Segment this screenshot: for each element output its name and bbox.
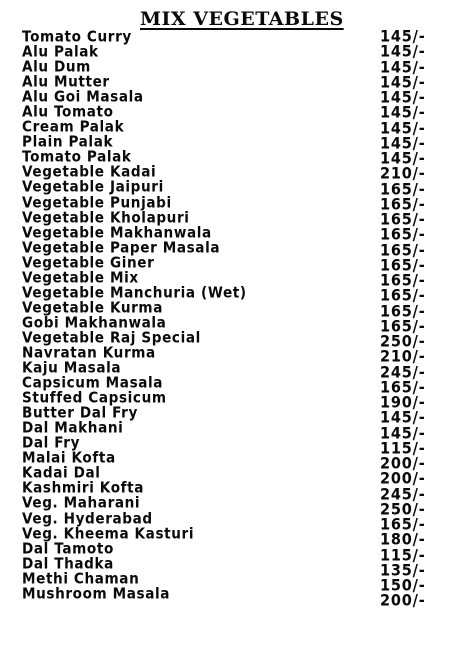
dish-name: Vegetable Raj Special [22, 328, 201, 347]
dish-name: Dal Thadka [22, 554, 114, 573]
dish-price: 200/- [380, 454, 426, 473]
dish-name: Dal Tamoto [22, 539, 114, 558]
dish-price: 165/- [380, 210, 426, 229]
dish-price: 145/- [380, 104, 426, 123]
dish-price: 210/- [380, 165, 426, 184]
dish-name: Alu Mutter [22, 73, 110, 92]
dish-name: Tomato Palak [22, 148, 132, 167]
dish-name: Methi Chaman [22, 569, 140, 588]
dish-price: 165/- [380, 256, 426, 275]
dish-price: 145/- [380, 409, 426, 428]
dish-price: 145/- [380, 424, 426, 443]
dish-name-column [22, 27, 352, 603]
price-column [380, 27, 460, 611]
dish-price: 210/- [380, 348, 426, 367]
dish-name: Vegetable Kholapuri [22, 208, 190, 227]
dish-name: Kashmiri Kofta [22, 479, 145, 498]
dish-name: Gobi Makhanwala [22, 313, 167, 332]
dish-price: 245/- [380, 485, 426, 504]
dish-price: 180/- [380, 531, 426, 550]
dish-price: 115/- [380, 439, 426, 458]
dish-price: 135/- [380, 561, 426, 580]
dish-price: 115/- [380, 546, 426, 565]
dish-price: 145/- [380, 27, 426, 46]
dish-price: 145/- [380, 149, 426, 168]
dish-price: 150/- [380, 576, 426, 595]
menu-section-title: MIX VEGETABLES [140, 8, 344, 30]
dish-name: Vegetable Giner [22, 253, 155, 272]
dish-name: Veg. Hyderabad [22, 509, 153, 528]
dish-price: 145/- [380, 58, 426, 77]
dish-name: Plain Palak [22, 133, 114, 152]
dish-price: 245/- [380, 363, 426, 382]
dish-name: Vegetable Kurma [22, 298, 163, 317]
dish-price: 165/- [380, 241, 426, 260]
dish-name: Malai Kofta [22, 449, 116, 468]
dish-name: Capsicum Masala [22, 374, 164, 392]
dish-price: 165/- [380, 317, 426, 336]
dish-name: Alu Palak [22, 43, 99, 61]
dish-name: Kadai Dal [22, 464, 101, 483]
dish-price: 145/- [380, 134, 426, 153]
dish-price: 250/- [380, 500, 426, 519]
dish-price: 165/- [380, 378, 426, 397]
dish-name: Vegetable Makhanwala [22, 223, 212, 242]
dish-price: 145/- [380, 43, 426, 62]
dish-price: 190/- [380, 393, 426, 412]
dish-name: Vegetable Punjabi [22, 193, 172, 212]
dish-price: 165/- [380, 302, 426, 321]
dish-name: Alu Goi Masala [22, 88, 144, 107]
dish-name: Vegetable Jaipuri [22, 178, 164, 197]
dish-name: Alu Tomato [22, 103, 114, 122]
dish-name: Tomato Curry [22, 27, 132, 46]
dish-name: Butter Dal Fry [22, 404, 138, 423]
dish-price: 145/- [380, 119, 426, 138]
dish-price: 200/- [380, 470, 426, 489]
dish-price: 165/- [380, 515, 426, 534]
dish-name: Kaju Masala [22, 359, 122, 377]
dish-name: Vegetable Kadai [22, 163, 157, 182]
dish-price: 250/- [380, 332, 426, 351]
dish-name: Cream Palak [22, 118, 125, 137]
dish-price: 165/- [380, 287, 426, 306]
dish-name: Stuffed Capsicum [22, 389, 167, 408]
dish-price: 165/- [380, 195, 426, 214]
dish-price: 145/- [380, 88, 426, 107]
dish-name: Mushroom Masala [22, 584, 171, 603]
dish-name: Vegetable Mix [22, 268, 139, 287]
dish-price: 165/- [380, 180, 426, 199]
dish-name: Vegetable Paper Masala [22, 238, 221, 257]
dish-price: 165/- [380, 271, 426, 290]
dish-price: 200/- [380, 592, 426, 611]
dish-name: Navratan Kurma [22, 343, 156, 362]
dish-name: Alu Dum [22, 58, 91, 76]
dish-name: Dal Makhani [22, 419, 124, 438]
dish-name: Veg. Kheema Kasturi [22, 524, 195, 543]
dish-price: 145/- [380, 73, 426, 92]
dish-name: Veg. Maharani [22, 494, 141, 513]
dish-price: 165/- [380, 226, 426, 245]
dish-name: Dal Fry [22, 434, 81, 453]
dish-name: Vegetable Manchuria (Wet) [22, 283, 247, 302]
